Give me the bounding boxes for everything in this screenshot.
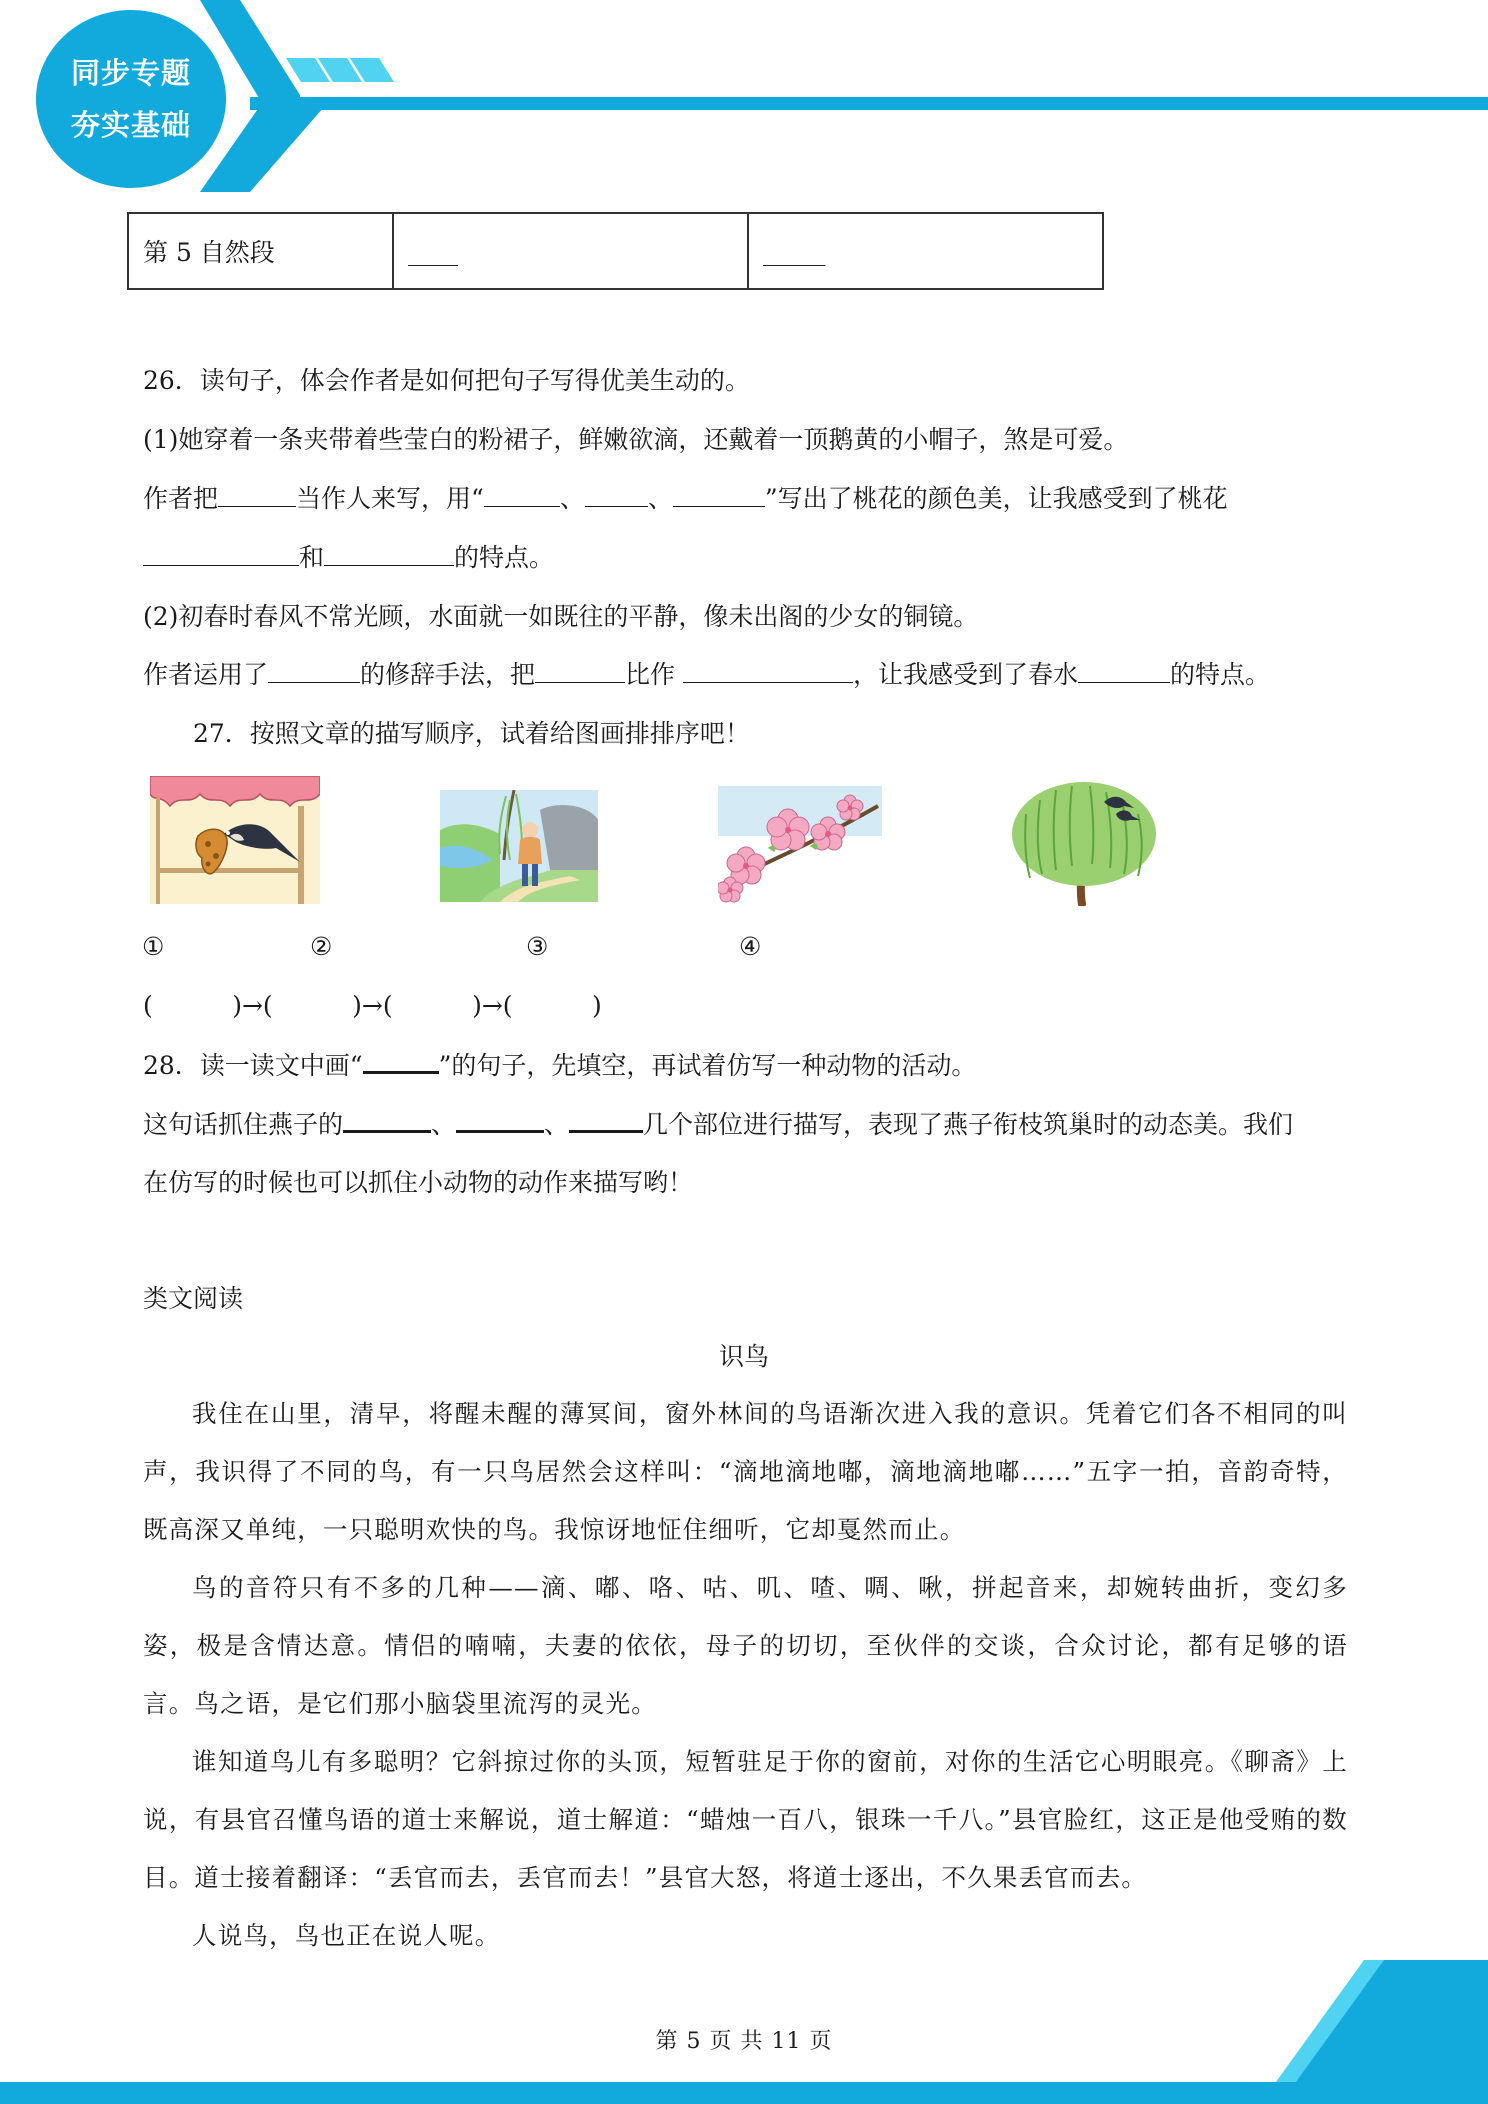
answer-blank[interactable] [343, 1108, 431, 1133]
text-fragment: 的修辞手法，把 [360, 660, 536, 689]
text-fragment: ，让我感受到了春水 [852, 660, 1078, 689]
answer-blank[interactable] [484, 484, 560, 507]
table-row [128, 213, 1103, 289]
answer-blank[interactable] [535, 660, 625, 683]
text-fragment: 和 [299, 543, 325, 572]
q26-sentence-1: (1)她穿着一条夹带着些莹白的粉裙子，鲜嫩欲滴，还戴着一顶鹅黄的小帽子，煞是可爱。 [143, 425, 1129, 454]
text-fragment: 的特点。 [1170, 660, 1271, 689]
q26-fill-line-1 [143, 483, 1228, 515]
table-cell-blank-2: _____ [748, 213, 1103, 289]
passage-body [143, 1385, 1348, 1965]
q26-fill-line-2 [143, 542, 554, 574]
text-fragment: 、 [559, 484, 585, 513]
text-fragment: ”的句子，先填空，再试着仿写一种动物的活动。 [438, 1051, 977, 1080]
passage-title: 识鸟 [718, 1342, 769, 1371]
text-fragment: 、 [431, 1110, 457, 1139]
answer-blank[interactable] [585, 484, 648, 507]
picture-number-2: ② [310, 932, 333, 961]
picture-number-4: ④ [739, 932, 762, 961]
passage-paragraph-4: 人说鸟，鸟也正在说人呢。 [192, 1921, 501, 1950]
passage-paragraph-1: 我住在山里，清早，将醒未醒的薄冥间，窗外林间的鸟语渐次进入我的意识。凭着它们各不相同的叫声，我识得了不同的鸟，有一只鸟居然会这样叫：“滴地滴地嘟，滴地滴地嘟……”五字一拍，音韵奇特，既高深又单纯，一只聪明欢快的鸟。我惊讶地怔住细听，它却戛然而止。 [143, 1399, 1348, 1544]
answer-blank[interactable] [268, 660, 360, 683]
analysis-table [127, 212, 1104, 290]
swallow-nest-picture [150, 776, 320, 904]
answer-blank[interactable] [218, 484, 296, 507]
picture-number-3: ③ [526, 932, 549, 961]
spring-walk-picture [440, 790, 598, 902]
passage-paragraph-2: 鸟的音符只有不多的几种——滴、嘟、咯、咕、叽、喳、啁、啾，拼起音来，却婉转曲折，变幻多姿，极是含情达意。情侣的喃喃，夫妻的依依，母子的切切，至伙伴的交谈，合众讨论，都有足够的语言。鸟之语，是它们那小脑袋里流泻的灵光。 [143, 1573, 1348, 1718]
text-fragment: 的特点。 [454, 543, 555, 572]
footer-bar [0, 2082, 1488, 2104]
q27-order-answer[interactable]: ( )→( )→( )→( ) [143, 991, 602, 1020]
answer-blank[interactable] [143, 543, 299, 566]
text-fragment: 作者把 [143, 484, 219, 513]
picture-number-1: ① [142, 932, 165, 961]
peach-blossom-picture [718, 786, 882, 904]
answer-blank[interactable] [673, 484, 765, 507]
q28-title [143, 1049, 976, 1082]
text-fragment: 这句话抓住燕子的 [143, 1110, 344, 1139]
answer-blank[interactable] [456, 1108, 544, 1133]
q28-fill-line-1 [143, 1108, 1293, 1141]
text-fragment: 作者运用了 [143, 660, 269, 689]
willow-swallow-picture [1006, 774, 1162, 906]
text-fragment: 几个部位进行描写，表现了燕子衔枝筑巢时的动态美。我们 [643, 1110, 1294, 1139]
text-fragment: 、 [544, 1110, 570, 1139]
passage-paragraph-3: 谁知道鸟儿有多聪明？它斜掠过你的头顶，短暂驻足于你的窗前，对你的生活它心明眼亮。《聊斋》上说，有县官召懂鸟语的道士来解说，道士解道：“蜡烛一百八，银珠一千八。”县官脸红，这正是他受贿的数目。道士接着翻译：“丢官而去，丢官而去！”县官大怒，将道士逐出，不久果丢官而去。 [143, 1747, 1348, 1892]
underline-mark [363, 1049, 439, 1074]
text-fragment: 当作人来写，用“ [296, 484, 484, 513]
q27-title: 27．按照文章的描写顺序，试着给图画排排序吧！ [193, 719, 750, 748]
answer-blank[interactable] [324, 543, 454, 566]
q28-line-2: 在仿写的时候也可以抓住小动物的动作来描写哟！ [143, 1168, 694, 1197]
badge-line-1: 同步专题 [70, 56, 191, 90]
text-fragment: 比作 [625, 660, 683, 689]
table-cell-blank-1: ____ [393, 213, 748, 289]
answer-blank[interactable] [569, 1108, 643, 1133]
section-heading: 类文阅读 [143, 1284, 244, 1313]
page-number: 第 5 页 共 11 页 [655, 2029, 833, 2054]
badge-line-2: 夯实基础 [70, 108, 191, 142]
text-fragment: ”写出了桃花的颜色美，让我感受到了桃花 [764, 484, 1228, 513]
q26-sentence-2: (2)初春时春风不常光顾，水面就一如既往的平静，像未出阁的少女的铜镜。 [143, 602, 979, 631]
text-fragment: 28．读一读文中画“ [143, 1051, 363, 1080]
q26-title: 26．读句子，体会作者是如何把句子写得优美生动的。 [143, 366, 750, 395]
answer-blank[interactable] [683, 660, 853, 683]
q26-fill-line-3 [143, 659, 1270, 691]
text-fragment: 、 [647, 484, 673, 513]
header-badge [36, 10, 226, 188]
table-cell-label: 第 5 自然段 [128, 213, 393, 289]
answer-blank[interactable] [1078, 660, 1170, 683]
